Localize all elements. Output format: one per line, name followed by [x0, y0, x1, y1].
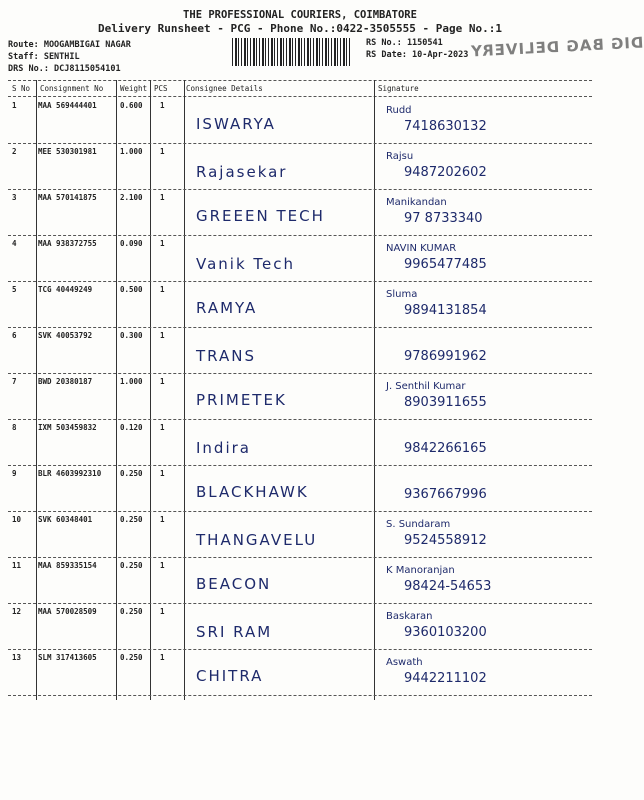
route-label: Route: MOOGAMBIGAI NAGAR [8, 40, 131, 50]
pcs-count: 1 [160, 147, 165, 156]
row-sno: 11 [12, 561, 22, 570]
signature-phone: 8903911655 [404, 395, 487, 410]
pcs-count: 1 [160, 469, 165, 478]
row-sno: 6 [12, 331, 17, 340]
signature-phone: 9442211102 [404, 671, 487, 686]
consignment-number: SVK 40053792 [38, 331, 93, 340]
row-sno: 7 [12, 377, 17, 386]
table-row [8, 465, 592, 511]
staff-label: Staff: SENTHIL [8, 52, 80, 62]
signature-name: NAVIN KUMAR [386, 243, 457, 254]
weight-value: 0.300 [120, 331, 143, 340]
weight-value: 0.500 [120, 285, 143, 294]
pcs-count: 1 [160, 561, 165, 570]
table-row [8, 603, 592, 649]
table-row [8, 235, 592, 281]
rs-number: RS No.: 1150541 [366, 38, 443, 48]
consignment-number: TCG 40449249 [38, 285, 93, 294]
table-row [8, 143, 592, 189]
consignee-name: TRANS [196, 347, 256, 365]
consignment-number: MAA 938372755 [38, 239, 97, 248]
table-row [8, 649, 592, 695]
row-sno: 5 [12, 285, 17, 294]
signature-phone: 9360103200 [404, 625, 487, 640]
weight-value: 0.250 [120, 653, 143, 662]
consignee-name: SRI RAM [196, 623, 273, 641]
weight-value: 1.000 [120, 147, 143, 156]
signature-name: Manikandan [386, 197, 447, 208]
col-consignment: Consignment No [40, 84, 104, 93]
row-separator [8, 695, 592, 696]
consignment-number: MAA 570028509 [38, 607, 97, 616]
col-weight: Weight [120, 84, 148, 93]
table-row [8, 97, 592, 143]
company-title: THE PROFESSIONAL COURIERS, COIMBATORE [183, 9, 417, 21]
signature-phone: 9487202602 [404, 165, 487, 180]
consignee-name: ISWARYA [196, 115, 276, 133]
table-row [8, 327, 592, 373]
pcs-count: 1 [160, 285, 165, 294]
consignment-number: BWD 20380187 [38, 377, 93, 386]
consignee-name: THANGAVELU [196, 531, 318, 549]
consignment-number: MAA 569444401 [38, 101, 97, 110]
consignment-number: MAA 570141875 [38, 193, 97, 202]
consignment-number: MEE 530301981 [38, 147, 97, 156]
row-sno: 12 [12, 607, 22, 616]
consignee-name: RAMYA [196, 299, 258, 317]
table-row [8, 373, 592, 419]
table-row [8, 189, 592, 235]
pcs-count: 1 [160, 653, 165, 662]
col-sno: S No [12, 84, 31, 93]
table-row [8, 557, 592, 603]
barcode [232, 38, 352, 66]
signature-phone: 9524558912 [404, 533, 487, 548]
consignee-name: CHITRA [196, 667, 264, 685]
consignment-number: IXM 503459832 [38, 423, 97, 432]
consignment-number: SLM 317413605 [38, 653, 97, 662]
table-row [8, 419, 592, 465]
signature-name: Sluma [386, 289, 418, 300]
row-sno: 2 [12, 147, 17, 156]
runsheet-subtitle: Delivery Runsheet - PCG - Phone No.:0422-3505555 - Page No.:1 [98, 22, 502, 35]
pcs-count: 1 [160, 607, 165, 616]
signature-phone: 9786991962 [404, 349, 487, 364]
weight-value: 2.100 [120, 193, 143, 202]
weight-value: 0.250 [120, 515, 143, 524]
pcs-count: 1 [160, 377, 165, 386]
table-row [8, 281, 592, 327]
signature-name: J. Senthil Kumar [386, 381, 466, 392]
signature-name: K Manoranjan [386, 565, 455, 576]
weight-value: 0.090 [120, 239, 143, 248]
weight-value: 1.000 [120, 377, 143, 386]
signature-phone: 98424-54653 [404, 579, 492, 594]
consignee-name: Indira [196, 439, 251, 457]
signature-phone: 9842266165 [404, 441, 487, 456]
table-header [8, 80, 592, 96]
consignment-number: SVK 60348401 [38, 515, 93, 524]
signature-name: Baskaran [386, 611, 433, 622]
weight-value: 0.250 [120, 469, 143, 478]
consignee-name: Vanik Tech [196, 255, 296, 273]
signature-name: Rudd [386, 105, 412, 116]
row-sno: 1 [12, 101, 17, 110]
col-signature: Signature [378, 84, 419, 93]
consignment-number: MAA 859335154 [38, 561, 97, 570]
consignee-name: Rajasekar [196, 163, 288, 181]
weight-value: 0.600 [120, 101, 143, 110]
row-sno: 8 [12, 423, 17, 432]
pcs-count: 1 [160, 423, 165, 432]
col-consignee: Consignee Details [186, 84, 263, 93]
signature-name: Aswath [386, 657, 423, 668]
pcs-count: 1 [160, 239, 165, 248]
signature-phone: 9965477485 [404, 257, 487, 272]
consignment-number: BLR 4603992310 [38, 469, 102, 478]
delivery-stamp: DIG BAG DELIVERY [469, 33, 644, 61]
consignee-name: BEACON [196, 575, 272, 593]
signature-phone: 9894131854 [404, 303, 487, 318]
row-sno: 9 [12, 469, 17, 478]
pcs-count: 1 [160, 331, 165, 340]
weight-value: 0.250 [120, 607, 143, 616]
signature-name: S. Sundaram [386, 519, 451, 530]
weight-value: 0.250 [120, 561, 143, 570]
signature-name: Rajsu [386, 151, 414, 162]
consignee-name: PRIMETEK [196, 391, 287, 409]
row-sno: 10 [12, 515, 22, 524]
row-sno: 3 [12, 193, 17, 202]
drs-number: DRS No.: DCJ8115054101 [8, 64, 121, 74]
row-sno: 13 [12, 653, 22, 662]
consignee-name: BLACKHAWK [196, 483, 309, 501]
row-sno: 4 [12, 239, 17, 248]
pcs-count: 1 [160, 515, 165, 524]
weight-value: 0.120 [120, 423, 143, 432]
consignee-name: GREEEN TECH [196, 207, 325, 225]
signature-phone: 97 8733340 [404, 211, 483, 226]
pcs-count: 1 [160, 193, 165, 202]
signature-phone: 7418630132 [404, 119, 487, 134]
rs-date: RS Date: 10-Apr-2023 [366, 50, 469, 60]
pcs-count: 1 [160, 101, 165, 110]
col-pcs: PCS [154, 84, 168, 93]
signature-phone: 9367667996 [404, 487, 487, 502]
table-row [8, 511, 592, 557]
